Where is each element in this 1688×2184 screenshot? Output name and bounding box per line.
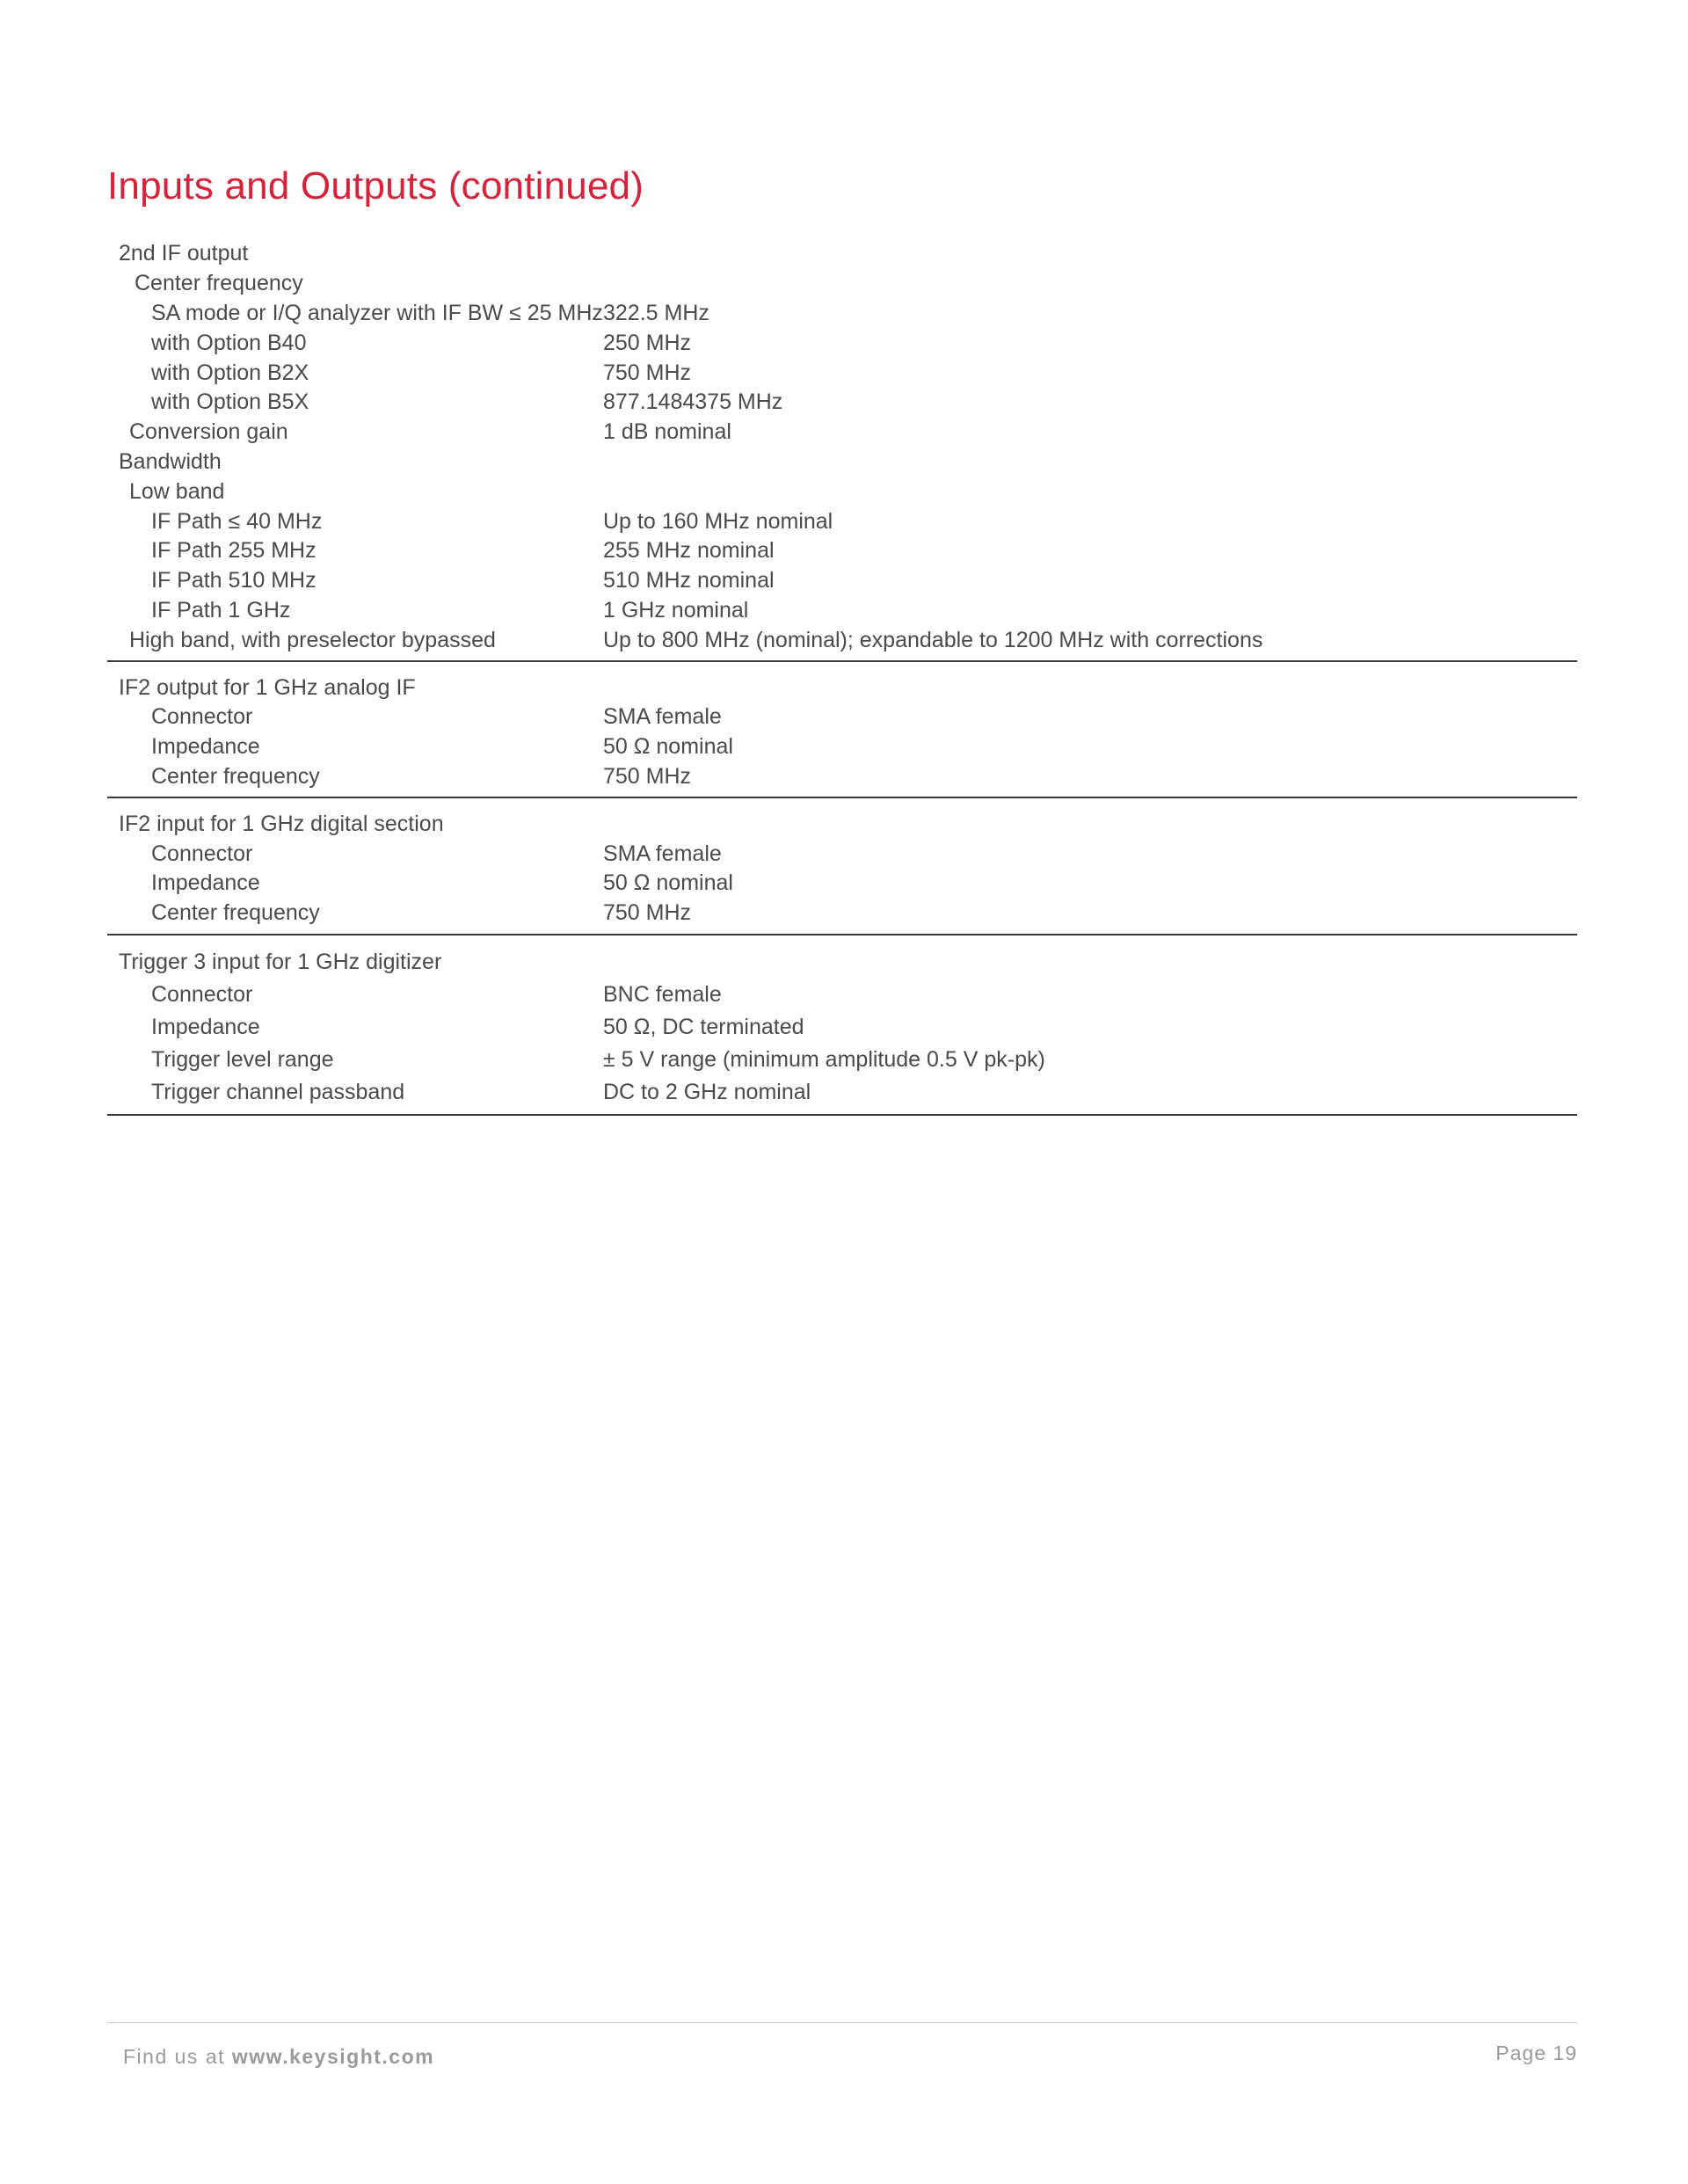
spec-label: Trigger channel passband bbox=[151, 1079, 405, 1104]
spec-row bbox=[107, 839, 1577, 869]
spec-row bbox=[107, 566, 1577, 596]
spec-row bbox=[107, 536, 1577, 566]
page-title: Inputs and Outputs (continued) bbox=[107, 164, 644, 207]
spec-value: SMA female bbox=[603, 841, 722, 866]
spec-value: ± 5 V range (minimum amplitude 0.5 V pk-pk) bbox=[603, 1046, 1045, 1072]
spec-label: IF2 input for 1 GHz digital section bbox=[119, 811, 444, 836]
spec-label: IF Path 1 GHz bbox=[151, 597, 291, 622]
spec-row bbox=[107, 946, 1577, 979]
spec-row bbox=[107, 506, 1577, 536]
spec-label: Connector bbox=[151, 704, 253, 730]
spec-label: Trigger 3 input for 1 GHz digitizer bbox=[119, 949, 442, 974]
spec-row bbox=[107, 899, 1577, 928]
spec-label: 2nd IF output bbox=[119, 241, 249, 266]
spec-label: Trigger level range bbox=[151, 1046, 334, 1072]
spec-section-if2-output bbox=[107, 662, 1577, 798]
spec-section-trigger-3-input bbox=[107, 935, 1577, 1116]
spec-value: SMA female bbox=[603, 704, 722, 730]
spec-row bbox=[107, 762, 1577, 792]
spec-label: IF Path 510 MHz bbox=[151, 568, 316, 593]
spec-section-2nd-if-output bbox=[107, 239, 1577, 662]
spec-label: Center frequency bbox=[151, 900, 320, 926]
spec-value: 1 GHz nominal bbox=[603, 597, 749, 622]
spec-row bbox=[107, 328, 1577, 358]
spec-label: IF Path ≤ 40 MHz bbox=[151, 508, 323, 534]
footer-website-link[interactable]: www.keysight.com bbox=[231, 2045, 435, 2068]
spec-label: Low band bbox=[129, 478, 225, 504]
spec-label: Connector bbox=[151, 841, 253, 866]
spec-row bbox=[107, 979, 1577, 1011]
spec-value: 50 Ω nominal bbox=[603, 734, 733, 760]
spec-value: 250 MHz bbox=[603, 330, 692, 355]
spec-value: 1 dB nominal bbox=[603, 419, 731, 445]
page-number: Page 19 bbox=[1495, 2042, 1577, 2064]
spec-row bbox=[107, 358, 1577, 388]
spec-label: Impedance bbox=[151, 1014, 260, 1039]
spec-row bbox=[107, 448, 1577, 477]
spec-value: Up to 160 MHz nominal bbox=[603, 508, 833, 534]
spec-label: IF2 output for 1 GHz analog IF bbox=[119, 674, 416, 700]
spec-row bbox=[107, 596, 1577, 626]
spec-row bbox=[107, 732, 1577, 762]
spec-value: 50 Ω nominal bbox=[603, 870, 733, 896]
spec-value: 750 MHz bbox=[603, 763, 692, 789]
spec-label: Bandwidth bbox=[119, 448, 222, 474]
spec-row bbox=[107, 388, 1577, 418]
spec-label: IF Path 255 MHz bbox=[151, 538, 316, 564]
spec-label: Impedance bbox=[151, 734, 260, 760]
spec-value: 750 MHz bbox=[603, 900, 692, 926]
spec-row bbox=[107, 1011, 1577, 1044]
spec-value: 877.1484375 MHz bbox=[603, 389, 783, 415]
spec-label: Center frequency bbox=[135, 271, 303, 296]
spec-label: with Option B2X bbox=[151, 360, 309, 385]
spec-value: 750 MHz bbox=[603, 360, 692, 385]
spec-row bbox=[107, 269, 1577, 299]
spec-row bbox=[107, 1076, 1577, 1109]
spec-value: 50 Ω, DC terminated bbox=[603, 1014, 804, 1039]
footer-find-us-prefix: Find us at bbox=[123, 2045, 232, 2068]
spec-row bbox=[107, 703, 1577, 732]
spec-label: with Option B40 bbox=[151, 330, 307, 355]
spec-row bbox=[107, 1044, 1577, 1076]
footer-find-us bbox=[123, 2045, 434, 2069]
spec-row bbox=[107, 625, 1577, 655]
spec-value: Up to 800 MHz (nominal); expandable to 1200 MHz with corrections bbox=[603, 627, 1263, 652]
spec-label: Center frequency bbox=[151, 763, 320, 789]
footer-divider bbox=[107, 2022, 1577, 2023]
spec-row bbox=[107, 869, 1577, 899]
spec-value: BNC female bbox=[603, 981, 722, 1007]
spec-value: 322.5 MHz bbox=[603, 300, 709, 325]
spec-label: Impedance bbox=[151, 870, 260, 896]
spec-row bbox=[107, 299, 1577, 329]
spec-label: Connector bbox=[151, 981, 253, 1007]
spec-value: DC to 2 GHz nominal bbox=[603, 1079, 811, 1104]
spec-row bbox=[107, 673, 1577, 703]
spec-value: 510 MHz nominal bbox=[603, 568, 775, 593]
spec-row bbox=[107, 418, 1577, 448]
spec-section-if2-input bbox=[107, 798, 1577, 935]
spec-label: SA mode or I/Q analyzer with IF BW ≤ 25 MHz bbox=[151, 300, 603, 325]
spec-row bbox=[107, 239, 1577, 269]
spec-label: with Option B5X bbox=[151, 389, 309, 415]
spec-label: High band, with preselector bypassed bbox=[129, 627, 496, 652]
spec-row bbox=[107, 477, 1577, 506]
spec-label: Conversion gain bbox=[129, 419, 288, 445]
spec-value: 255 MHz nominal bbox=[603, 538, 775, 564]
spec-row bbox=[107, 809, 1577, 839]
spec-table bbox=[107, 239, 1577, 1116]
